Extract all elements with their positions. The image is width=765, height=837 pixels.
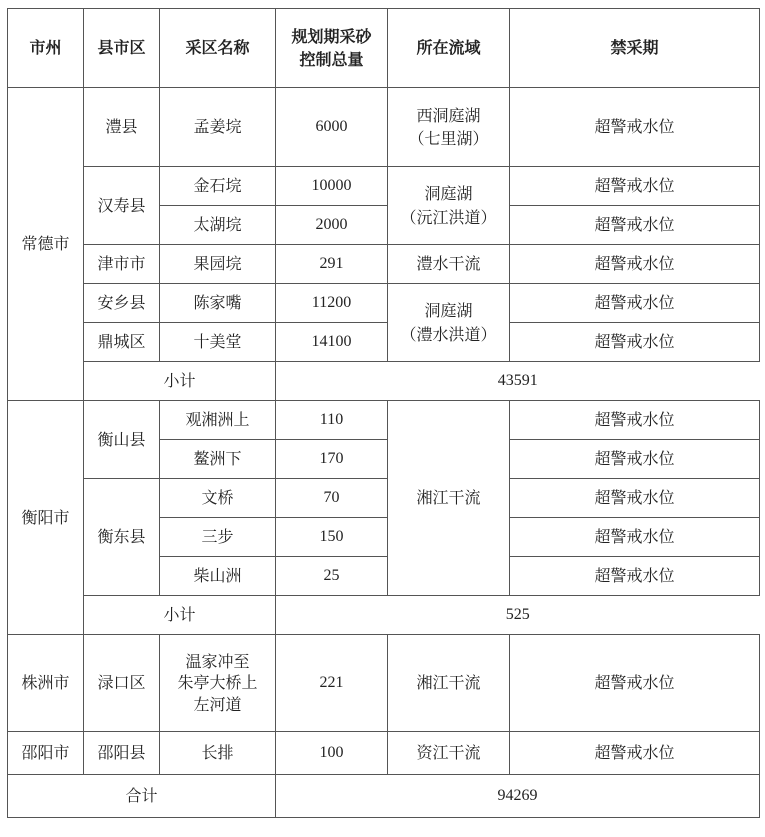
county-cell: 津市市 [84,245,160,284]
basin-cell: 洞庭湖 （澧水洪道） [388,284,510,362]
quota-cell: 110 [276,401,388,440]
ban-cell: 超警戒水位 [510,284,760,323]
area-cell: 温家冲至 朱亭大桥上 左河道 [160,635,276,732]
quota-cell: 291 [276,245,388,284]
area-cell: 十美堂 [160,323,276,362]
ban-cell: 超警戒水位 [510,401,760,440]
quota-cell: 14100 [276,323,388,362]
table-row [8,88,760,167]
total-label: 合计 [8,775,276,818]
header-basin: 所在流域 [388,9,510,88]
county-cell: 衡山县 [84,401,160,479]
city-cell: 邵阳市 [8,732,84,775]
county-cell: 衡东县 [84,479,160,596]
table-row [8,401,760,440]
area-cell: 柴山洲 [160,557,276,596]
total-row [8,775,760,818]
area-cell: 陈家嘴 [160,284,276,323]
header-ban-period: 禁采期 [510,9,760,88]
basin-cell: 湘江干流 [388,401,510,596]
basin-cell: 西洞庭湖 （七里湖） [388,88,510,167]
basin-cell: 洞庭湖 （沅江洪道） [388,167,510,245]
table-row [8,323,760,362]
county-cell: 邵阳县 [84,732,160,775]
quota-cell: 150 [276,518,388,557]
ban-cell: 超警戒水位 [510,635,760,732]
quota-cell: 221 [276,635,388,732]
table-row [8,732,760,775]
header-county: 县市区 [84,9,160,88]
subtotal-row [8,596,760,635]
quota-cell: 6000 [276,88,388,167]
subtotal-row [8,362,760,401]
total-value: 94269 [276,775,760,818]
county-cell: 渌口区 [84,635,160,732]
ban-cell: 超警戒水位 [510,479,760,518]
county-cell: 鼎城区 [84,323,160,362]
subtotal-label: 小计 [84,362,276,401]
area-cell: 观湘洲上 [160,401,276,440]
county-cell: 汉寿县 [84,167,160,245]
table-row [8,245,760,284]
subtotal-value: 525 [276,596,760,635]
table-row [8,284,760,323]
header-row [8,9,760,88]
ban-cell: 超警戒水位 [510,88,760,167]
quota-cell: 2000 [276,206,388,245]
header-quota: 规划期采砂 控制总量 [276,9,388,88]
area-cell: 孟姜垸 [160,88,276,167]
quota-cell: 170 [276,440,388,479]
quota-cell: 10000 [276,167,388,206]
subtotal-label: 小计 [84,596,276,635]
county-cell: 澧县 [84,88,160,167]
header-city: 市州 [8,9,84,88]
area-cell: 金石垸 [160,167,276,206]
quota-cell: 100 [276,732,388,775]
city-cell: 常德市 [8,88,84,401]
quota-cell: 70 [276,479,388,518]
area-cell: 长排 [160,732,276,775]
ban-cell: 超警戒水位 [510,732,760,775]
area-cell: 文桥 [160,479,276,518]
ban-cell: 超警戒水位 [510,557,760,596]
header-area: 采区名称 [160,9,276,88]
basin-cell: 资江干流 [388,732,510,775]
ban-cell: 超警戒水位 [510,440,760,479]
area-cell: 太湖垸 [160,206,276,245]
ban-cell: 超警戒水位 [510,167,760,206]
table-row [8,167,760,206]
county-cell: 安乡县 [84,284,160,323]
basin-cell: 湘江干流 [388,635,510,732]
table-row [8,479,760,518]
ban-cell: 超警戒水位 [510,245,760,284]
subtotal-value: 43591 [276,362,760,401]
sand-mining-table [7,8,760,818]
ban-cell: 超警戒水位 [510,206,760,245]
city-cell: 衡阳市 [8,401,84,635]
area-cell: 三步 [160,518,276,557]
ban-cell: 超警戒水位 [510,518,760,557]
quota-cell: 25 [276,557,388,596]
area-cell: 鳌洲下 [160,440,276,479]
ban-cell: 超警戒水位 [510,323,760,362]
city-cell: 株洲市 [8,635,84,732]
quota-cell: 11200 [276,284,388,323]
basin-cell: 澧水干流 [388,245,510,284]
area-cell: 果园垸 [160,245,276,284]
table-row [8,635,760,732]
